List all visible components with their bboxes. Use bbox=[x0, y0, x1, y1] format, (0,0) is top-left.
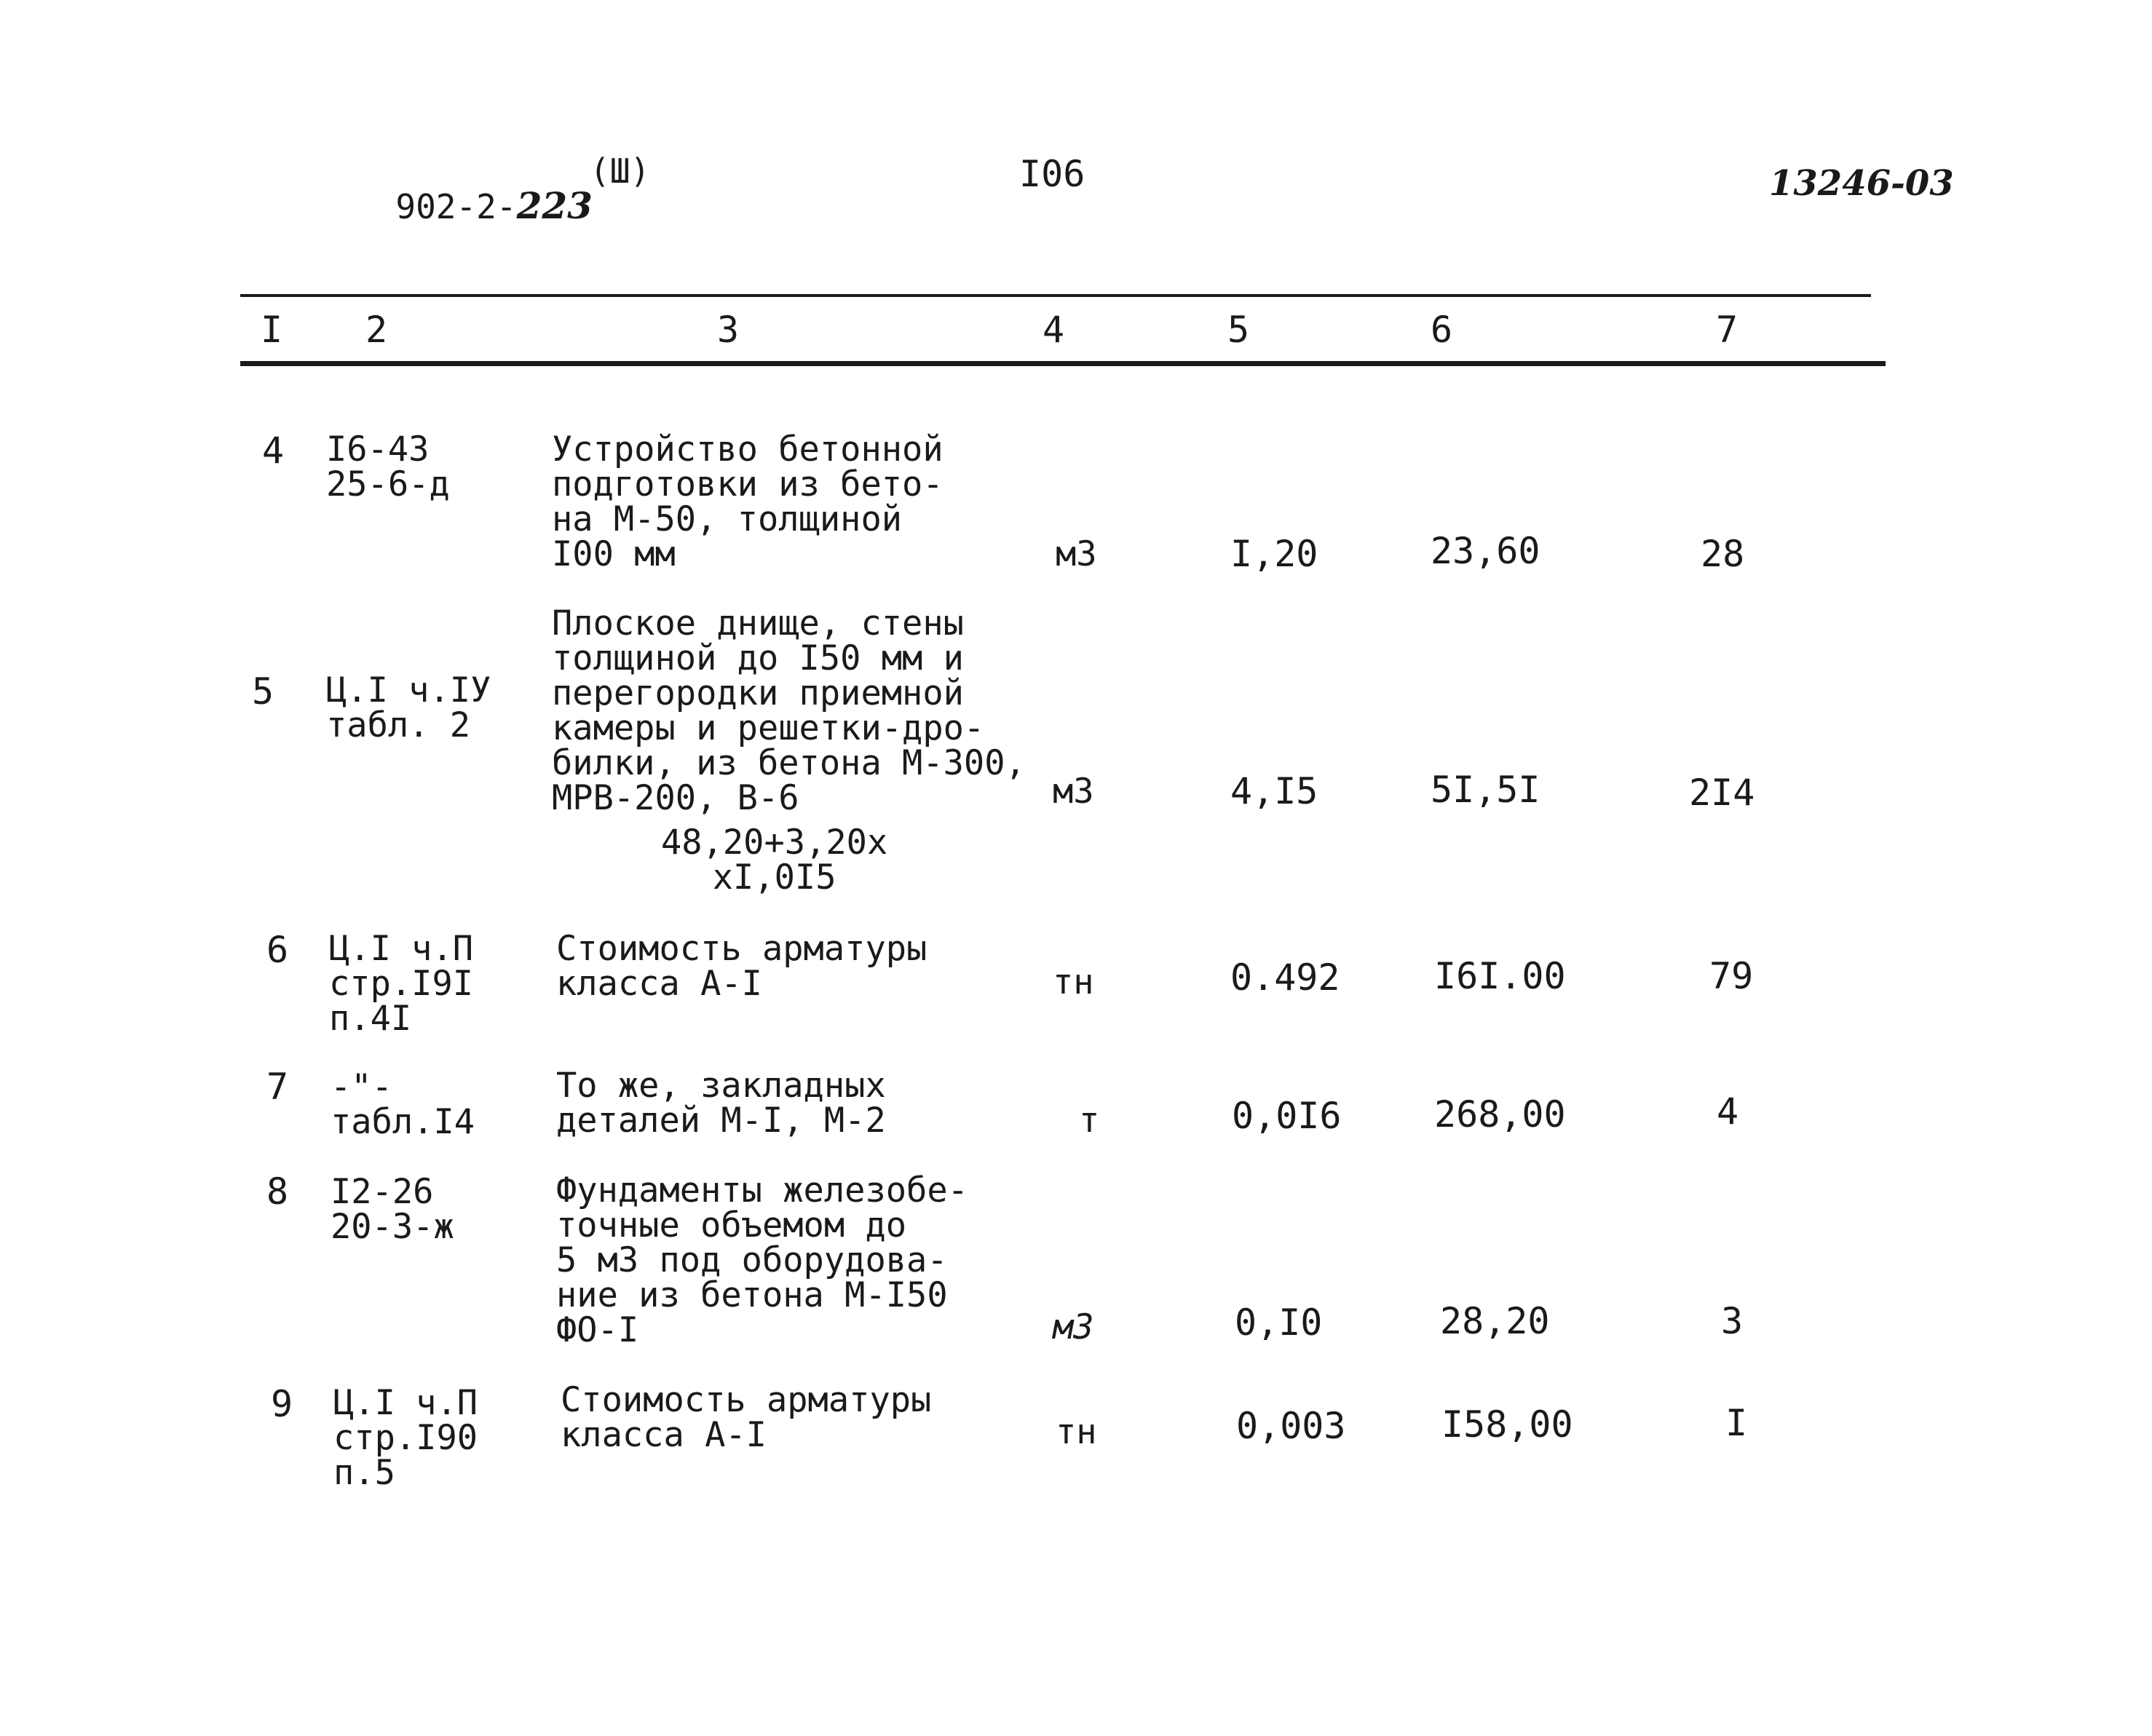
norm-code: Ц.I ч.П стр.I9I п.4I bbox=[329, 929, 474, 1039]
unit: тн bbox=[1053, 962, 1094, 1002]
row-number: 5 bbox=[252, 670, 274, 713]
norm-code: I2-26 20-3-ж bbox=[331, 1172, 454, 1247]
archive-number: 13246-03 bbox=[1769, 163, 1954, 204]
row-number: 9 bbox=[271, 1383, 293, 1425]
col-number-7: 7 bbox=[1716, 309, 1738, 351]
norm-code: I6-43 25-6-д bbox=[326, 429, 450, 504]
norm-code: Ц.I ч.П стр.I90 п.5 bbox=[333, 1383, 478, 1493]
norm-code: Ц.I ч.IУ табл. 2 bbox=[326, 670, 491, 745]
work-description: Стоимость арматуры класса А-I bbox=[556, 929, 927, 1004]
unit: м3 bbox=[1053, 772, 1094, 812]
row-number: 7 bbox=[266, 1066, 289, 1108]
row-number: 6 bbox=[266, 929, 289, 971]
row-number: 4 bbox=[262, 429, 285, 472]
quantity: 0,I0 bbox=[1235, 1301, 1323, 1344]
work-description: Стоимость арматуры класса А-I bbox=[561, 1380, 932, 1455]
doc-code-handwritten: 223 bbox=[516, 184, 593, 227]
part-label: (Ш) bbox=[590, 151, 651, 191]
top-rule bbox=[240, 294, 1871, 297]
unit: м3 bbox=[1053, 1307, 1094, 1347]
norm-code: -"- табл.I4 bbox=[331, 1067, 475, 1142]
unit: м3 bbox=[1056, 534, 1097, 574]
col-number-3: 3 bbox=[717, 309, 740, 351]
total-cost: 2I4 bbox=[1689, 772, 1755, 814]
work-description: То же, закладных деталей М-I, М-2 bbox=[556, 1066, 886, 1141]
quantity: 0,003 bbox=[1236, 1405, 1346, 1447]
unit-price: 5I,5I bbox=[1431, 769, 1540, 811]
page-number: I06 bbox=[1019, 153, 1085, 195]
total-cost: 28 bbox=[1701, 533, 1745, 575]
quantity: 0.492 bbox=[1230, 956, 1340, 999]
work-description: Плоское днище, стены толщиной до I50 мм и перегородки приемной камеры и решетки-дро- билки, из бетона М-300, МРВ-200, В-6 bbox=[552, 603, 1026, 818]
header-bottom-rule bbox=[240, 361, 1886, 366]
total-cost: 4 bbox=[1717, 1090, 1739, 1133]
unit-price: 28,20 bbox=[1440, 1300, 1550, 1342]
row-number: 8 bbox=[266, 1170, 289, 1213]
unit: тн bbox=[1056, 1412, 1097, 1452]
total-cost: I bbox=[1725, 1402, 1748, 1444]
work-description: Фундаменты железобе- точные объемом до 5 м3 под оборудова- ние из бетона М-I50 ФО-I bbox=[556, 1170, 968, 1350]
col-number-2: 2 bbox=[365, 309, 388, 351]
quantity: 4,I5 bbox=[1230, 770, 1318, 812]
work-description: Устройство бетонной подготовки из бето- на М-50, толщиной I00 мм bbox=[552, 429, 944, 574]
unit-price: I6I.00 bbox=[1434, 955, 1566, 997]
col-number-6: 6 bbox=[1431, 309, 1453, 351]
col-number-5: 5 bbox=[1227, 309, 1250, 351]
total-cost: 79 bbox=[1709, 955, 1754, 997]
col-number-1: I bbox=[261, 309, 283, 351]
doc-code bbox=[355, 154, 593, 227]
unit-price: I58,00 bbox=[1441, 1403, 1573, 1446]
unit-price: 23,60 bbox=[1431, 530, 1540, 572]
col-number-4: 4 bbox=[1043, 309, 1065, 351]
quantity-calculation: 48,20+3,20х хI,0I5 bbox=[661, 823, 888, 897]
doc-code-printed: 902-2- bbox=[395, 187, 517, 226]
quantity: I,20 bbox=[1230, 533, 1318, 575]
unit-price: 268,00 bbox=[1434, 1093, 1566, 1135]
unit: т bbox=[1079, 1101, 1100, 1141]
total-cost: 3 bbox=[1721, 1300, 1744, 1342]
quantity: 0,0I6 bbox=[1232, 1095, 1342, 1137]
